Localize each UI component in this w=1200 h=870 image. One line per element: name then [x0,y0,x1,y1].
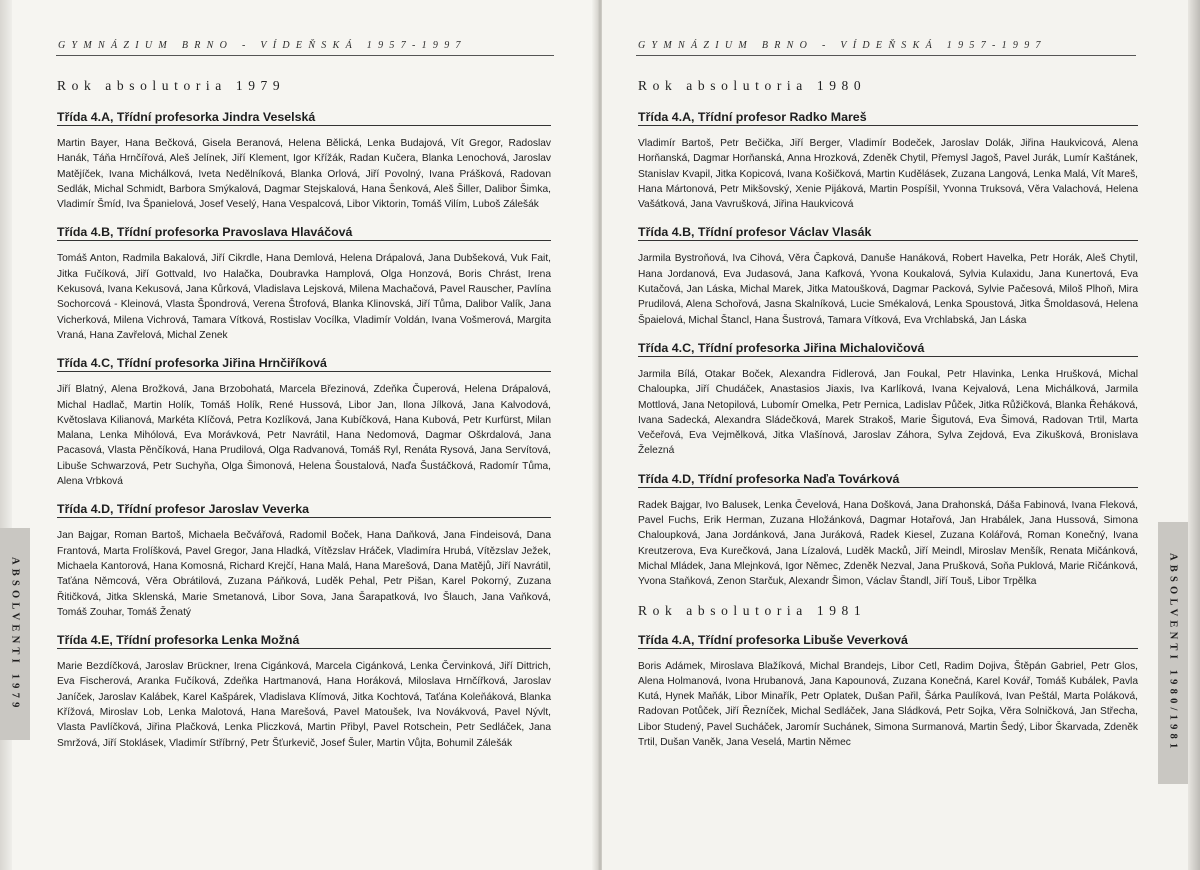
class-title: Třída 4.D, Třídní profesor Jaroslav Veverka [57,502,551,518]
year-heading: Rok absolutoria 1981 [638,602,867,618]
class-section [57,110,551,212]
class-title: Třída 4.A, Třídní profesorka Jindra Veselská [57,110,551,126]
section-tab [0,528,30,740]
class-title: Třída 4.B, Třídní profesorka Pravoslava Hlaváčová [57,225,551,241]
right-content [638,78,1138,763]
student-list: Marie Bezdíčková, Jaroslav Brückner, Irena Cigánková, Marcela Cigánková, Lenka Červinková, Jiří Dittrich, Eva Fischerová, Aranka Fučíková, Zdeňka Hartmanová, Hana Horáková, Miloslava Hrnčířková, Jaroslav Janíček, Jaroslav Kalábek, Karel Kašpárek, Vladislava Klímová, Jitka Kochtová, Taťána Koleňáková, Blanka Křížová, Miroslav Lob, Lenka Malotová, Hana Marešová, Pavel Matoušek, Iva Novákvová, Pavel Nývlt, Vlasta Pavlíčková, Jiřina Plačková, Lenka Pliczková, Martin Přibyl, Pavel Rotschein, Petr Sedláček, Jana Smržová, Jiří Stoklásek, Vladimír Stříbrný, Petr Šťurkevič, Josef Šuler, Martin Vůjta, Bohumil Zálešák [57,661,551,749]
section-tab-label: ABSOLVENTI 1980/1981 [1167,553,1179,753]
class-section [57,356,551,489]
student-list: Martin Bayer, Hana Bečková, Gisela Beranová, Helena Bělická, Lenka Budajová, Vít Gregor, Radoslav Hanák, Táňa Hrnčířová, Aleš Jelínek, Jiří Klement, Igor Křížák, Radan Kučera, Blanka Lenochová, Jaroslav Matějíček, Ivana Michálková, Iveta Nedělníková, Blanka Orlová, Jiří Povolný, Ivana Prášková, Radovan Sedlák, Michal Schmidt, Barbora Smýkalová, Dagmar Stejskalová, Hana Šenková, Aleš Šiller, Dalibor Šimka, Vladimír Šmíd, Iva Španielová, Josef Veselý, Hana Vespalcová, Libor Viktorin, Tomáš Vilím, Luboš Zálešák [57,138,551,211]
class-section [638,341,1138,459]
student-list: Tomáš Anton, Radmila Bakalová, Jiří Cikrdle, Hana Demlová, Helena Drápalová, Jana Dubšeková, Vuk Fait, Jitka Fučíková, Jiří Gottvald, Ivo Halačka, Doubravka Hamplová, Olga Honzová, Boris Chrást, Irena Kekusová, Ivana Kekusová, Jana Kůrková, Vladislava Lejsková, Milena Machačová, Pavel Rauscher, Pavlína Sochorcová - Kleinová, Vlasta Špondrová, Verena Štrofová, Blanka Klinovská, Jiří Tůma, Dalibor Valík, Jana Vicherková, Milena Vichrová, Tamara Vítková, Rostislav Vocílka, Vladimír Voldán, Ivana Vošmerová, Margita Vraná, Hana Zavřelová, Michal Zenek [57,253,551,341]
header-rule [636,55,1136,56]
class-section [638,472,1138,590]
student-list: Jan Bajgar, Roman Bartoš, Michaela Bečvářová, Radomil Boček, Hana Daňková, Jana Findeisová, Dana Frantová, Marta Frolíšková, Pavel Gregor, Jana Hladká, Vítězslav Hráček, Vladimíra Hrubá, Vítězslav Ježek, Michaela Kantorová, Hana Komosná, Richard Krejčí, Hana Malá, Hana Marešová, Dana Matějů, Jiří Navrátil, Taťána Němcová, Věra Obrátilová, Zuzana Páňková, Luděk Pehal, Petr Pišan, Karel Pokorný, Zuzana Řitičková, Jitka Sklenská, Marie Smetanová, Libor Sova, Jana Šarapatková, Ivo Šlauch, Jana Vaňková, Tomáš Zouhar, Tomáš Ženatý [57,530,551,618]
running-head: GYMNÁZIUM BRNO - VÍDEŇSKÁ 1957-1997 [58,40,467,51]
student-list: Boris Adámek, Miroslava Blažíková, Michal Brandejs, Libor Cetl, Radim Dojiva, Štěpán Gabriel, Petr Glos, Alena Holmanová, Ivona Hrubanová, Jana Kapounová, Zuzana Konečná, Karel Kovář, Tomáš Kubálek, Pavla Kutá, Hynek Maňák, Libor Minařík, Petr Oplatek, Dušan Pařil, Šárka Paulíková, Ivan Peštál, Marta Poláková, Radovan Potůček, Jiří Řezníček, Michal Sedláček, Jana Sládková, Petr Sojka, Věra Solničková, Jan Střecha, Libor Studený, Pavel Sucháček, Jaromír Suchánek, Simona Surmanová, Martin Šedý, Libor Škarvada, Zdeněk Trtil, Dušan Vaněk, Jana Veselá, Martin Němec [638,660,1138,749]
class-section [638,110,1138,212]
class-title: Třída 4.A, Třídní profesorka Libuše Veverková [638,633,1138,649]
left-page [0,0,598,870]
student-list: Jiří Blatný, Alena Brožková, Jana Brzobohatá, Marcela Březinová, Zdeňka Čuperová, Helena Drápalová, Michal Hadlač, Martin Holík, Tomáš Holík, René Hussová, Libor Jan, Ilona Jílková, Jana Kalvodová, Květoslava Kilianová, Markéta Klíčová, Petra Kozlíková, Jana Kubíčková, Hana Kubová, Petr Kurfürst, Milan Malana, Lenka Mihólová, Eva Morávková, Petr Navrátil, Hana Nedomová, Dagmar Oškrdalová, Jana Pacasová, Vlasta Pěnčíková, Hana Prudilová, Olga Radvanová, Tomáš Ryl, Renáta Rysová, Jana Servítová, Libuše Schwarzová, Petr Suchyňa, Olga Šimonová, Helena Šoustalová, Naďa Šustáčková, Radomír Tůma, Alena Vrbková [57,384,551,488]
class-section [57,633,551,751]
student-list: Jarmila Bílá, Otakar Boček, Alexandra Fidlerová, Jan Foukal, Petr Hlavinka, Lenka Hrušková, Michal Chaloupka, Jiří Chudáček, Anastasios Jiaxis, Iva Karlíková, Ivana Kejvalová, Lena Michálková, Jarmila Mottlová, Jana Netopilová, Lubomír Omelka, Petr Pernica, Ladislav Půček, Jitka Růžičková, Blanka Řeháková, Ivana Sadecká, Alexandra Sládečková, Marek Strakoš, Marie Šigutová, Eva Šimová, Radovan Trtil, Marta Večeřová, Eva Vejmělková, Jitka Vlašínová, Jaroslav Záhora, Sylva Zejdová, Eva Zikušková, Bronislava Železná [638,368,1138,457]
class-title: Třída 4.E, Třídní profesorka Lenka Možná [57,633,551,649]
class-section [638,225,1138,327]
student-list: Jarmila Bystroňová, Iva Cihová, Věra Čapková, Danuše Hanáková, Robert Havelka, Petr Horák, Aleš Chytil, Hana Jordanová, Eva Judasová, Jana Kafková, Yvona Koukalová, Sylvia Kulaxidu, Jana Kunertová, Eva Kutačová, Jan Láska, Michal Marek, Jitka Matoušková, Dagmar Packová, Sylvie Pačesová, Miloš Plhoň, Mira Prudilová, Alena Schořová, Jasna Skalníková, Lucie Smékalová, Lenka Spoustová, Jitka Šmoldasová, Helena Špaielová, Michal Štancl, Hana Šustrová, Tamara Vítková, Eva Vrchlabská, Jan Láska [638,253,1138,326]
student-list: Radek Bajgar, Ivo Balusek, Lenka Čevelová, Hana Došková, Jana Drahonská, Dáša Fabinová, Ivana Fleková, Pavel Fuchs, Erik Herman, Zuzana Hložánková, Dagmar Hotařová, Jan Hrabálek, Jana Hussová, Simona Chaloupková, Jana Jordánková, Jana Juráková, Radek Kiesel, Zuzana Kolářová, Roman Konečný, Ivana Kreutzerova, Eva Kurečková, Jana Lízalová, Luděk Macků, Jiří Meindl, Miroslav Menšík, Renata Mičánková, Michal Mládek, Jana Mlejnková, Igor Němec, Zdeněk Nezval, Jana Prušková, Soňa Puklová, Marie Ričánková, Yvona Staňková, Zenon Starčuk, Alexandr Šimon, Václav Štandl, Jiří Touš, Libor Trpělka [638,499,1138,588]
section-tab-label: ABSOLVENTI 1979 [9,556,21,712]
right-page [602,0,1200,870]
year-heading: Rok absolutoria 1979 [57,78,286,93]
left-content [57,78,551,764]
class-section [57,225,551,343]
section-tab [1158,522,1188,784]
class-title: Třída 4.D, Třídní profesorka Naďa Továrková [638,472,1138,488]
class-section [57,502,551,620]
header-rule [56,55,554,56]
class-title: Třída 4.A, Třídní profesor Radko Mareš [638,110,1138,126]
class-title: Třída 4.C, Třídní profesorka Jiřina Michalovičová [638,341,1138,357]
student-list: Vladimír Bartoš, Petr Bečička, Jiří Berger, Vladimír Bodeček, Jaroslav Dolák, Jiřina Haukvicová, Alena Horňanská, Dagmar Horňanská, Anna Hrozková, Zdeněk Chytil, Přemysl Jagoš, Pavel Jurák, Lumír Kaštánek, Stanislav Kvapil, Jitka Kopicová, Ivana Košičková, Martin Kudělásek, Zuzana Langová, Lenka Malá, Vít Mareš, Hana Mártonová, Petr Mikšovský, Xenie Pijáková, Martin Pospíšil, Yvonna Truksová, Věra Valachová, Helena Vašátková, Jana Vavrušková, Jiřina Haukvicová [638,138,1138,211]
class-section [638,633,1138,751]
running-head: GYMNÁZIUM BRNO - VÍDEŇSKÁ 1957-1997 [638,40,1047,51]
page-edge-shade [1188,0,1200,870]
class-title: Třída 4.B, Třídní profesor Václav Vlasák [638,225,1138,241]
class-title: Třída 4.C, Třídní profesorka Jiřina Hrnčiříková [57,356,551,372]
year-heading: Rok absolutoria 1980 [638,78,867,93]
